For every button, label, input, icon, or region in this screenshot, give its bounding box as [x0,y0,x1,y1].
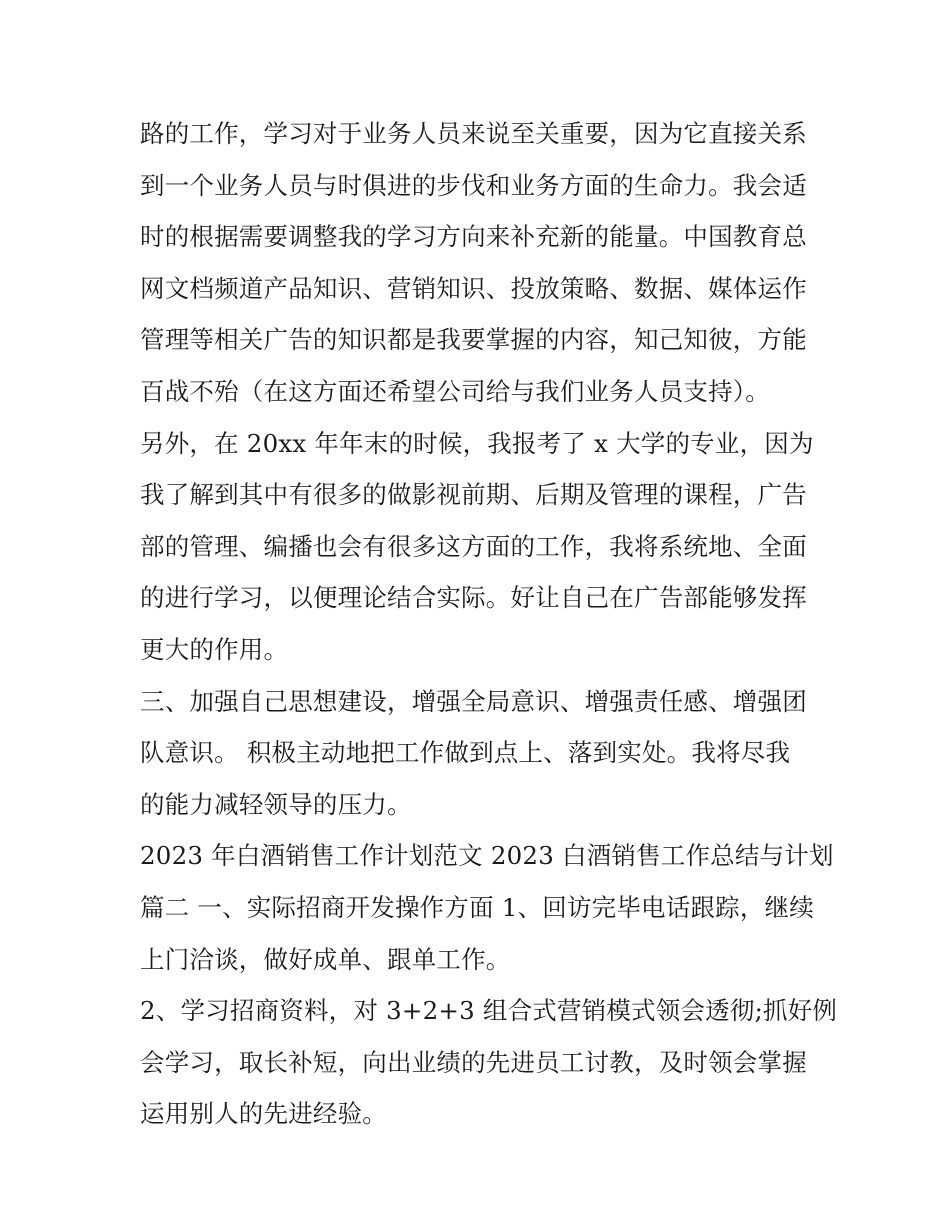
text-line: 三、加强自己思想建设，增强全局意识、增强责任感、增强团 [140,686,807,716]
text-line: 的进行学习，以便理论结合实际。好让自己在广告部能够发挥 [140,583,807,613]
text-line: 上门洽谈，做好成单、跟单工作。 [140,944,511,974]
text-line: 到一个业务人员与时俱进的步伐和业务方面的生命力。我会适 [140,170,807,200]
text-line: 另外，在 20xx 年年末的时候，我报考了 x 大学的专业，因为 [140,428,814,458]
text-line: 网文档频道产品知识、营销知识、投放策略、数据、媒体运作 [140,273,807,303]
text-line: 运用别人的先进经验。 [140,1099,387,1129]
text-line: 路的工作，学习对于业务人员来说至关重要，因为它直接关系 [140,119,807,148]
text-line: 篇二 一、实际招商开发操作方面 1、回访完毕电话跟踪，继续 [140,892,814,922]
document-body [140,108,838,1140]
text-line: 时的根据需要调整我的学习方向来补充新的能量。中国教育总 [140,222,807,252]
text-line: 会学习，取长补短，向出业绩的先进员工讨教，及时领会掌握 [140,1047,807,1077]
text-line: 部的管理、编播也会有很多这方面的工作，我将系统地、全面 [140,531,807,561]
text-line: 我了解到其中有很多的做影视前期、后期及管理的课程，广告 [140,480,807,510]
text-line: 队意识。 积极主动地把工作做到点上、落到实处。我将尽我 [140,738,791,768]
text-line: 2、学习招商资料，对 3+2+3 组合式营销模式领会透彻;抓好例 [140,996,838,1026]
text-line: 百战不殆（在这方面还希望公司给与我们业务人员支持）。 [140,376,770,406]
text-line: 管理等相关广告的知识都是我要掌握的内容，知己知彼，方能 [140,325,807,355]
text-line: 的能力减轻领导的压力。 [140,789,412,819]
text-line: 2023 年白酒销售工作计划范文 2023 白酒销售工作总结与计划 [140,841,834,871]
text-line: 更大的作用。 [140,634,289,664]
